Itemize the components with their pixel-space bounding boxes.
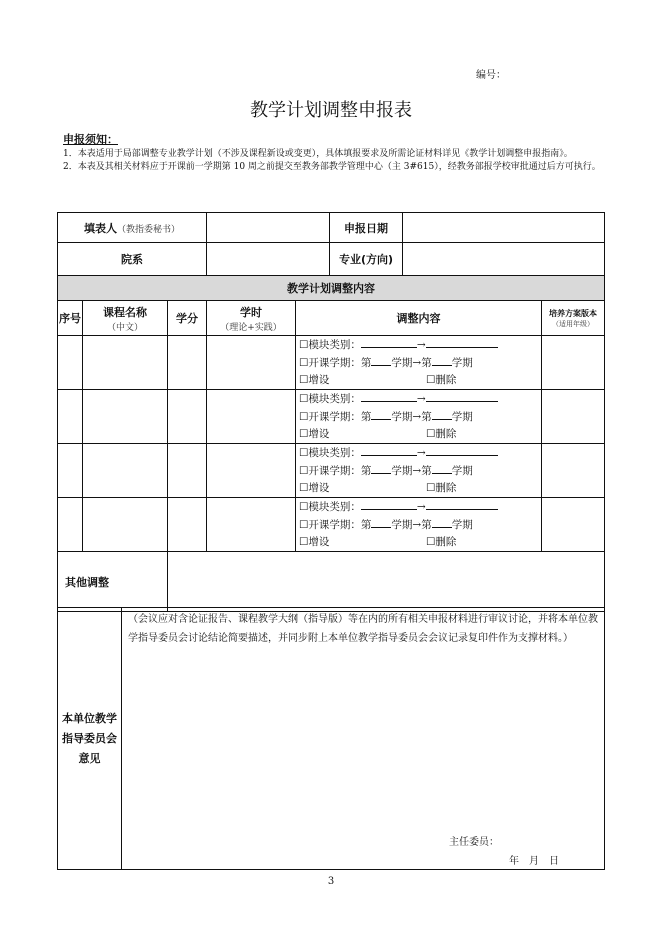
filler-field[interactable] <box>207 213 330 243</box>
table-row <box>58 336 605 390</box>
semester-checkbox[interactable]: ☐开课学期：第 <box>299 465 372 477</box>
course-cell[interactable] <box>83 336 168 390</box>
arrow: → <box>416 339 426 351</box>
semester-end: 学期 <box>451 519 473 531</box>
table-row <box>58 444 605 498</box>
version-cell[interactable] <box>542 336 605 390</box>
course-cell[interactable] <box>83 444 168 498</box>
module-to-field[interactable] <box>426 498 498 510</box>
semester-to-field[interactable] <box>432 354 452 366</box>
module-checkbox[interactable]: ☐模块类别： <box>299 447 361 459</box>
adjustment-table <box>57 275 605 612</box>
applicant-table <box>57 212 605 276</box>
semester-to-field[interactable] <box>432 462 452 474</box>
arrow: → <box>416 447 426 459</box>
no-cell[interactable] <box>58 336 83 390</box>
serial-number-label: 编号： <box>476 70 506 81</box>
semester-to-field[interactable] <box>432 516 452 528</box>
add-checkbox[interactable]: ☐增设 <box>299 536 330 548</box>
header-content: 调整内容 <box>296 301 542 336</box>
semester-mid: 学期→第 <box>391 411 432 423</box>
semester-checkbox[interactable]: ☐开课学期：第 <box>299 519 372 531</box>
no-cell[interactable] <box>58 444 83 498</box>
module-checkbox[interactable]: ☐模块类别： <box>299 339 361 351</box>
content-cell <box>296 390 542 444</box>
signature-label: 主任委员： <box>449 837 499 848</box>
header-course: 课程名称 （中文） <box>83 301 168 336</box>
delete-checkbox[interactable]: ☐删除 <box>426 482 457 494</box>
semester-checkbox[interactable]: ☐开课学期：第 <box>299 357 372 369</box>
credit-cell[interactable] <box>168 444 207 498</box>
other-adjustment-row <box>58 552 605 612</box>
add-checkbox[interactable]: ☐增设 <box>299 482 330 494</box>
semester-mid: 学期→第 <box>391 357 432 369</box>
semester-from-field[interactable] <box>371 408 391 420</box>
semester-end: 学期 <box>451 357 473 369</box>
semester-from-field[interactable] <box>371 516 391 528</box>
credit-cell[interactable] <box>168 336 207 390</box>
notice-list <box>63 148 603 174</box>
module-checkbox[interactable]: ☐模块类别： <box>299 393 361 405</box>
date-field[interactable] <box>403 213 605 243</box>
header-hours: 学时 （理论+实践） <box>207 301 296 336</box>
date-label: 申报日期 <box>330 213 403 243</box>
opinion-field[interactable] <box>122 608 605 870</box>
version-cell[interactable] <box>542 498 605 552</box>
hours-cell[interactable] <box>207 336 296 390</box>
semester-to-field[interactable] <box>432 408 452 420</box>
semester-end: 学期 <box>451 465 473 477</box>
page-title: 教学计划调整申报表 <box>250 100 412 121</box>
content-cell <box>296 444 542 498</box>
delete-checkbox[interactable]: ☐删除 <box>426 536 457 548</box>
semester-checkbox[interactable]: ☐开课学期：第 <box>299 411 372 423</box>
opinion-instructions: （会议应对含论证报告、课程教学大纲（指导版）等在内的所有相关申报材料进行审议讨论，并将本单位教学指导委员会讨论结论简要描述，并同步附上本单位教学指导委员会会议记录复印件作为支撑材料。） <box>128 614 598 644</box>
major-field[interactable] <box>403 243 605 276</box>
hours-cell[interactable] <box>207 390 296 444</box>
semester-from-field[interactable] <box>371 462 391 474</box>
arrow: → <box>416 501 426 513</box>
version-cell[interactable] <box>542 390 605 444</box>
dept-field[interactable] <box>207 243 330 276</box>
module-to-field[interactable] <box>426 444 498 456</box>
delete-checkbox[interactable]: ☐删除 <box>426 428 457 440</box>
notice-heading: 申报须知： <box>63 133 118 146</box>
module-from-field[interactable] <box>361 336 417 348</box>
filler-label: 填表人（教指委秘书） <box>58 213 207 243</box>
credit-cell[interactable] <box>168 390 207 444</box>
other-label: 其他调整 <box>58 552 168 612</box>
version-cell[interactable] <box>542 444 605 498</box>
header-credit: 学分 <box>168 301 207 336</box>
semester-end: 学期 <box>451 411 473 423</box>
column-headers <box>58 301 605 336</box>
course-cell[interactable] <box>83 390 168 444</box>
semester-from-field[interactable] <box>371 354 391 366</box>
module-to-field[interactable] <box>426 336 498 348</box>
content-cell <box>296 336 542 390</box>
other-field[interactable] <box>168 552 605 612</box>
hours-cell[interactable] <box>207 498 296 552</box>
module-from-field[interactable] <box>361 444 417 456</box>
credit-cell[interactable] <box>168 498 207 552</box>
hours-cell[interactable] <box>207 444 296 498</box>
signature-date: 年 月 日 <box>509 856 559 867</box>
notice-item: 1．本表适用于局部调整专业教学计划（不涉及课程新设或变更），具体填报要求及所需论证材料详见《教学计划调整申报指南》。 <box>63 149 573 159</box>
major-label: 专业(方向) <box>330 243 403 276</box>
content-cell <box>296 498 542 552</box>
module-checkbox[interactable]: ☐模块类别： <box>299 501 361 513</box>
table-row <box>58 498 605 552</box>
header-version: 培养方案版本 （适用年级） <box>542 301 605 336</box>
add-checkbox[interactable]: ☐增设 <box>299 374 330 386</box>
module-from-field[interactable] <box>361 390 417 402</box>
section-title: 教学计划调整内容 <box>58 276 605 301</box>
module-from-field[interactable] <box>361 498 417 510</box>
opinion-table <box>57 607 605 870</box>
no-cell[interactable] <box>58 498 83 552</box>
add-checkbox[interactable]: ☐增设 <box>299 428 330 440</box>
no-cell[interactable] <box>58 390 83 444</box>
header-no: 序号 <box>58 301 83 336</box>
semester-mid: 学期→第 <box>391 465 432 477</box>
opinion-label: 本单位教学指导委员会意见 <box>58 608 122 870</box>
arrow: → <box>416 393 426 405</box>
notice-item: 2．本表及其相关材料应于开课前一学期第 10 周之前提交至教务部教学管理中心（主 3#615），经教务部报学校审批通过后方可执行。 <box>63 162 601 172</box>
module-to-field[interactable] <box>426 390 498 402</box>
semester-mid: 学期→第 <box>391 519 432 531</box>
course-cell[interactable] <box>83 498 168 552</box>
table-row <box>58 390 605 444</box>
page-number: 3 <box>327 876 335 887</box>
delete-checkbox[interactable]: ☐删除 <box>426 374 457 386</box>
dept-label: 院系 <box>58 243 207 276</box>
